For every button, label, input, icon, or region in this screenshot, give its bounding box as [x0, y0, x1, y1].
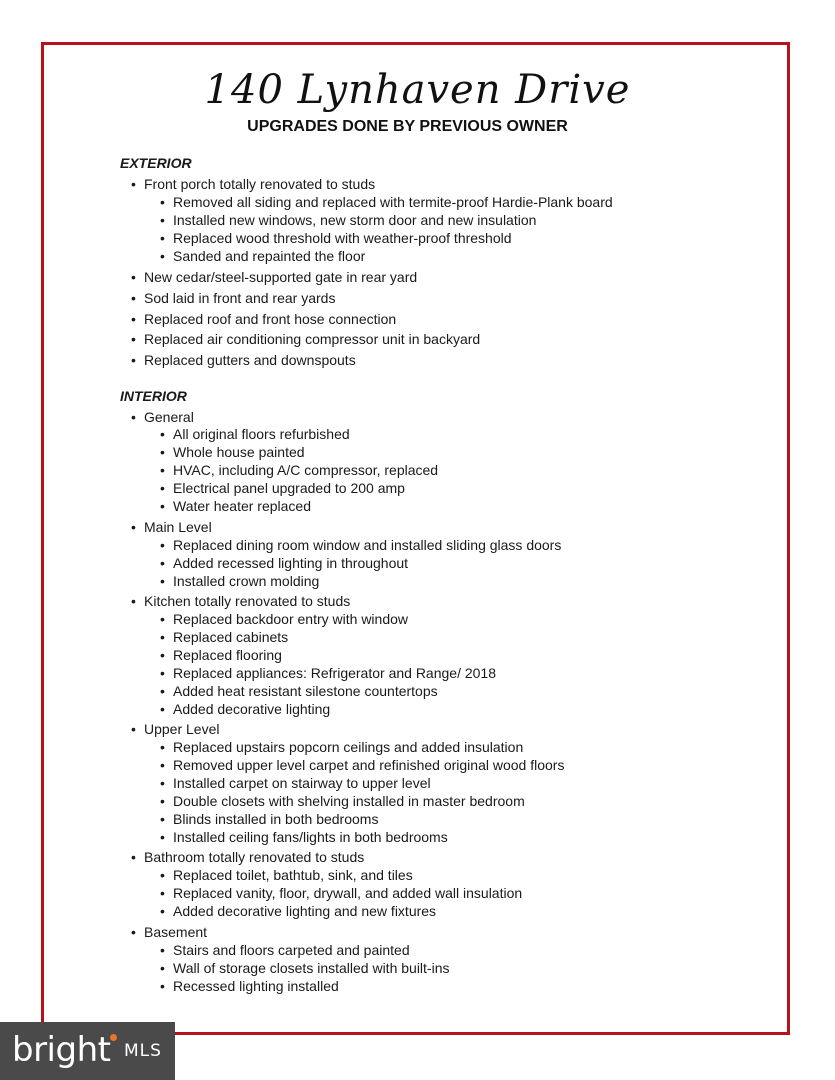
list-subitem: • Sanded and repainted the floor [160, 248, 366, 264]
list-item: • Basement [131, 924, 208, 940]
list-item: • Sod laid in front and rear yards [131, 290, 336, 306]
list-subitem: • Added decorative lighting [160, 701, 331, 717]
list-item: • Front porch totally renovated to studs [131, 176, 376, 192]
interior-heading: INTERIOR [120, 388, 187, 404]
list-item: • New cedar/steel-supported gate in rear yard [131, 269, 418, 285]
watermark-brand: bright [12, 1030, 111, 1070]
list-subitem: • Water heater replaced [160, 498, 311, 514]
list-subitem: • Blinds installed in both bedrooms [160, 811, 379, 827]
list-subitem: • Wall of storage closets installed with built-ins [160, 960, 450, 976]
list-item: • General [131, 409, 194, 425]
list-item: • Upper Level [131, 721, 220, 737]
list-subitem: • Installed new windows, new storm door and new insulation [160, 212, 537, 228]
list-subitem: • Replaced appliances: Refrigerator and Range/ 2018 [160, 665, 496, 681]
list-subitem: • Added decorative lighting and new fixtures [160, 903, 437, 919]
list-subitem: • All original floors refurbished [160, 426, 350, 442]
list-subitem: • Whole house painted [160, 444, 305, 460]
logo-dot-icon [110, 1034, 117, 1041]
list-subitem: • Replaced dining room window and installed sliding glass doors [160, 537, 562, 553]
list-subitem: • Stairs and floors carpeted and painted [160, 942, 410, 958]
list-subitem: • Added recessed lighting in throughout [160, 555, 409, 571]
list-subitem: • Replaced cabinets [160, 629, 289, 645]
list-item: • Replaced air conditioning compressor unit in backyard [131, 331, 481, 347]
list-item: • Bathroom totally renovated to studs [131, 849, 365, 865]
list-subitem: • Removed upper level carpet and refinished original wood floors [160, 757, 565, 773]
list-item: • Replaced gutters and downspouts [131, 352, 356, 368]
page-title: 140 Lynhaven Drive [204, 67, 631, 113]
list-subitem: • Replaced toilet, bathtub, sink, and tiles [160, 867, 413, 883]
list-subitem: • Electrical panel upgraded to 200 amp [160, 480, 405, 496]
list-subitem: • Replaced wood threshold with weather-proof threshold [160, 230, 512, 246]
list-item: • Kitchen totally renovated to studs [131, 593, 351, 609]
list-subitem: • Replaced flooring [160, 647, 282, 663]
list-subitem: • Replaced backdoor entry with window [160, 611, 409, 627]
list-subitem: • Added heat resistant silestone countertops [160, 683, 438, 699]
list-subitem: • Replaced upstairs popcorn ceilings and added insulation [160, 739, 524, 755]
exterior-heading: EXTERIOR [120, 155, 192, 171]
list-subitem: • Installed ceiling fans/lights in both bedrooms [160, 829, 448, 845]
list-item: • Replaced roof and front hose connection [131, 311, 397, 327]
list-subitem: • Double closets with shelving installed in master bedroom [160, 793, 525, 809]
list-item: • Main Level [131, 519, 212, 535]
list-subitem: • Removed all siding and replaced with termite-proof Hardie-Plank board [160, 194, 613, 210]
list-subitem: • Recessed lighting installed [160, 978, 339, 994]
list-subitem: • Installed crown molding [160, 573, 320, 589]
list-subitem: • Replaced vanity, floor, drywall, and added wall insulation [160, 885, 523, 901]
watermark-suffix: MLS [124, 1041, 162, 1061]
list-subitem: • HVAC, including A/C compressor, replaced [160, 462, 439, 478]
page-subtitle: UPGRADES DONE BY PREVIOUS OWNER [247, 118, 568, 135]
list-subitem: • Installed carpet on stairway to upper level [160, 775, 431, 791]
bright-mls-watermark [0, 1022, 175, 1080]
